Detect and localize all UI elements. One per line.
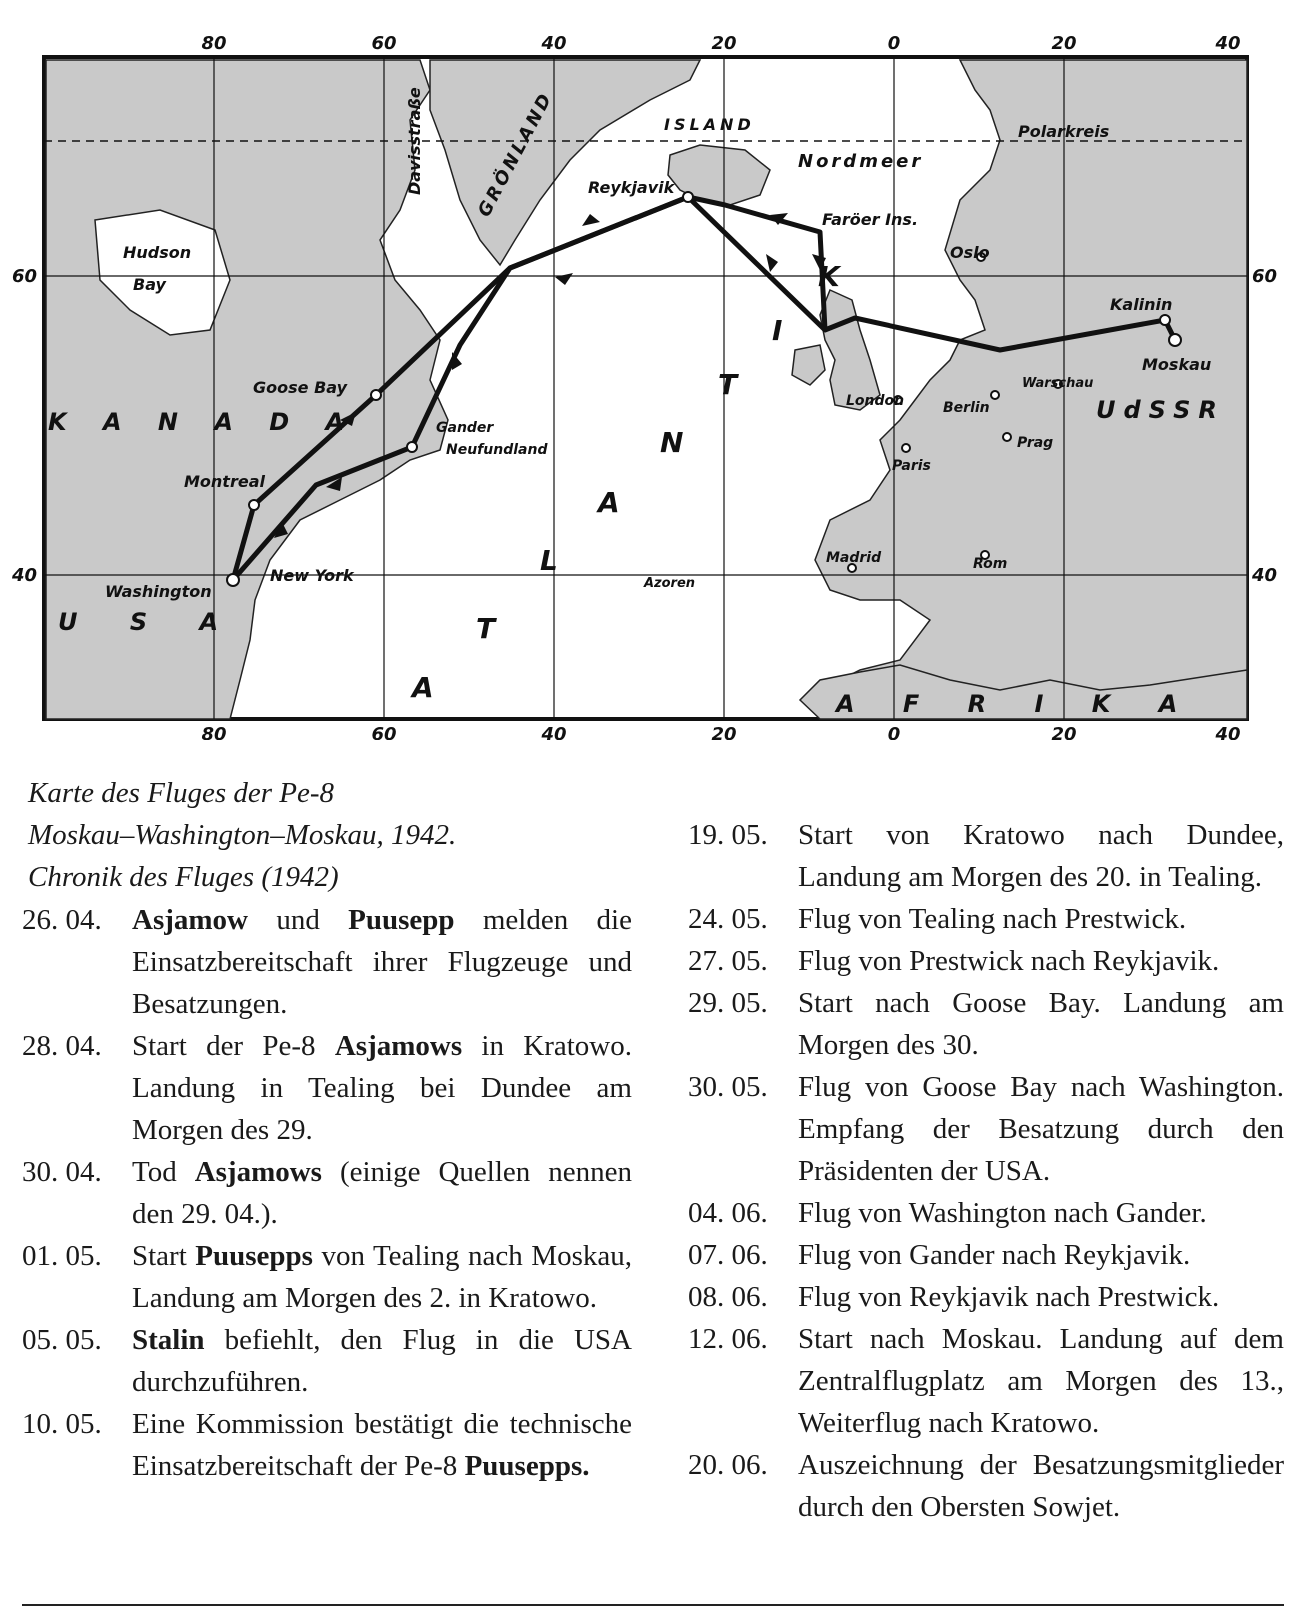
label-london: London: [846, 393, 905, 409]
label-groenland: GRÖNLAND: [473, 88, 558, 221]
chronicle-left-column: [22, 899, 632, 1487]
chronicle-text: [798, 1444, 1284, 1528]
bottom-rule: [22, 1604, 1284, 1606]
label-atlantik-letter: A: [598, 486, 620, 519]
lon-label-bottom: 40: [541, 724, 567, 740]
chronicle-date: 30. 04.: [22, 1156, 102, 1188]
label-azoren: Azoren: [644, 576, 696, 591]
chronicle-date: 29. 05.: [688, 987, 768, 1019]
lon-label-bottom: 0: [887, 724, 901, 740]
chronicle-entry: [688, 1318, 1284, 1444]
label-davisstrasse: Davisstraße: [405, 87, 424, 195]
caption-line: Chronik des Fluges (1942): [28, 861, 339, 893]
route-map: [0, 0, 1298, 740]
chronicle-entry: [688, 982, 1284, 1066]
chronicle-date: 04. 06.: [688, 1197, 768, 1229]
label-berlin: Berlin: [943, 400, 990, 416]
lat-label-right: 60: [1252, 266, 1278, 287]
chronicle-entry: [22, 1235, 632, 1319]
label-nordmeer: Nordmeer: [798, 151, 924, 172]
chronicle-text-part: Auszeichnung der Besatzungsmitglieder durch den Obersten Sowjet.: [798, 1449, 1284, 1523]
chronicle-name: Asjamows: [334, 1030, 463, 1062]
chronicle-entry: [688, 1066, 1284, 1192]
label-oslo: Oslo: [950, 243, 990, 262]
label-island: ISLAND: [664, 115, 755, 134]
lon-label-top: 40: [1215, 33, 1241, 54]
chronicle-text-part: Eine Kommission bestätigt die technische Einsatzbereitschaft der Pe-8: [132, 1408, 632, 1482]
lon-label-bottom: 20: [711, 724, 737, 740]
chronicle-date: 26. 04.: [22, 904, 102, 936]
label-madrid: Madrid: [826, 550, 882, 566]
lat-label-left: 40: [12, 565, 38, 586]
label-hudson: Hudson: [123, 243, 192, 262]
chronicle-text-part: und: [248, 904, 349, 936]
chronicle-text-part: in Kratowo. Landung in Tealing bei Dundee am Morgen des 29.: [132, 1030, 632, 1146]
label-atlantik-letter: L: [540, 544, 558, 577]
chronicle-text: [132, 899, 632, 1025]
chronicle-date: 05. 05.: [22, 1324, 102, 1356]
chronicle-text: [132, 1151, 632, 1235]
label-rom: Rom: [973, 556, 1008, 572]
label-atlantik-letter: I: [772, 314, 783, 347]
label-atlantik-letter: T: [476, 612, 496, 645]
chronicle-text-part: von Tealing nach Moskau, Landung am Morgen des 2. in Kratowo.: [132, 1240, 632, 1314]
label-faroer: Faröer Ins.: [822, 210, 919, 229]
chronicle-text: [798, 1318, 1284, 1444]
chronicle-entry: [688, 1192, 1284, 1234]
caption-line: Moskau–Washington–Moskau, 1942.: [28, 819, 457, 851]
label-gander: Gander: [436, 420, 494, 436]
chronicle-name: Asjamows: [194, 1156, 322, 1188]
lon-label-bottom: 60: [371, 724, 397, 740]
chronicle-entry: [688, 1234, 1284, 1276]
chronicle-text: [132, 1403, 632, 1487]
chronicle-entry: [22, 1403, 632, 1487]
label-polarkreis: Polarkreis: [1018, 122, 1110, 141]
chronicle-entry: [688, 814, 1284, 898]
chronicle-text: [798, 1192, 1284, 1234]
chronicle-name: Asjamow: [132, 904, 248, 936]
lon-label-bottom: 40: [1215, 724, 1241, 740]
label-kalinin: Kalinin: [1110, 295, 1173, 314]
label-new-york: New York: [270, 566, 354, 585]
chronicle-date: 28. 04.: [22, 1030, 102, 1062]
label-montreal: Montreal: [184, 472, 265, 491]
chronicle-text-part: Start: [132, 1240, 196, 1272]
label-warschau: Warschau: [1022, 376, 1094, 391]
chronicle-text: [132, 1235, 632, 1319]
label-paris: Paris: [892, 458, 931, 474]
chronicle-entry: [688, 1444, 1284, 1528]
label-kanada: K A N A D A: [48, 408, 359, 436]
chronicle-text-part: Flug von Washington nach Gander.: [798, 1197, 1207, 1229]
chronicle-text-part: Start nach Goose Bay. Landung am Morgen des 30.: [798, 987, 1284, 1061]
chronicle-text: [798, 814, 1284, 898]
chronicle-text: [798, 1066, 1284, 1192]
chronicle-text: [798, 1234, 1284, 1276]
lon-label-bottom: 80: [201, 724, 227, 740]
chronicle-text-part: Start von Kratowo nach Dundee, Landung am Morgen des 20. in Tealing.: [798, 819, 1284, 893]
chronicle-entry: [22, 1151, 632, 1235]
chronicle-date: 10. 05.: [22, 1408, 102, 1440]
chronicle-date: 12. 06.: [688, 1323, 768, 1355]
lon-label-top: 0: [887, 33, 901, 54]
chronicle-date: 20. 06.: [688, 1449, 768, 1481]
chronicle-date: 01. 05.: [22, 1240, 102, 1272]
chronicle-text-part: Flug von Prestwick nach Reykjavik.: [798, 945, 1220, 977]
label-washington: Washington: [105, 582, 212, 601]
label-udssr: UdSSR: [1096, 396, 1225, 424]
chronicle-text-part: Tod: [132, 1156, 195, 1188]
chronicle-text-part: Flug von Goose Bay nach Washington. Empfang der Besatzung durch den Präsidenten der USA.: [798, 1071, 1284, 1187]
chronicle-text-part: Flug von Tealing nach Prestwick.: [798, 903, 1187, 935]
chronicle-text: [798, 982, 1284, 1066]
lon-label-top: 40: [541, 33, 567, 54]
chronicle-text-part: befiehlt, den Flug in die USA durchzuführen.: [132, 1324, 632, 1398]
lon-label-top: 80: [201, 33, 227, 54]
chronicle-right-column: [688, 814, 1284, 1528]
lat-label-left: 60: [12, 266, 38, 287]
label-atlantik-letter: K: [818, 260, 840, 293]
chronicle-text: [798, 940, 1284, 982]
map-caption: [28, 772, 648, 898]
chronicle-date: 07. 06.: [688, 1239, 768, 1271]
chronicle-name: Puusepp: [348, 904, 455, 936]
lon-label-top: 20: [1051, 33, 1077, 54]
chronicle-text-part: Start der Pe-8: [132, 1030, 335, 1062]
label-neufundland: Neufundland: [446, 442, 548, 458]
chronicle-entry: [22, 1025, 632, 1151]
chronicle-text-part: Start nach Moskau. Landung auf dem Zentralflugplatz am Morgen des 13., Weiterflug nach Kratowo.: [798, 1323, 1284, 1439]
lon-label-bottom: 20: [1051, 724, 1077, 740]
chronicle-text: [132, 1025, 632, 1151]
chronicle-text: [798, 1276, 1284, 1318]
chronicle-name: Puusepps: [195, 1240, 313, 1272]
label-moskau: Moskau: [1142, 355, 1212, 374]
label-reykjavik: Reykjavik: [588, 178, 675, 197]
chronicle-entry: [688, 940, 1284, 982]
label-afrika: A F R I K A: [836, 690, 1198, 718]
lat-label-right: 40: [1252, 565, 1278, 586]
chronicle-text: [132, 1319, 632, 1403]
label-prag: Prag: [1017, 435, 1054, 451]
label-atlantik-letter: N: [660, 426, 684, 459]
chronicle-text: [798, 898, 1284, 940]
label-bay: Bay: [133, 275, 166, 294]
chronicle-entry: [22, 899, 632, 1025]
chronicle-name: Stalin: [132, 1324, 205, 1356]
chronicle-entry: [22, 1319, 632, 1403]
chronicle-date: 30. 05.: [688, 1071, 768, 1103]
caption-line: Karte des Fluges der Pe-8: [28, 777, 335, 809]
label-atlantik-letter: A: [412, 671, 434, 704]
chronicle-date: 08. 06.: [688, 1281, 768, 1313]
chronicle-date: 24. 05.: [688, 903, 768, 935]
chronicle-date: 27. 05.: [688, 945, 768, 977]
chronicle-text-part: (einige Quellen nennen den 29. 04.).: [132, 1156, 632, 1230]
chronicle-entry: [688, 898, 1284, 940]
chronicle-text-part: Flug von Gander nach Reykjavik.: [798, 1239, 1191, 1271]
chronicle-date: 19. 05.: [688, 819, 768, 851]
label-goose-bay: Goose Bay: [253, 378, 347, 397]
label-atlantik-letter: T: [718, 368, 738, 401]
chronicle-name: Puusepps.: [464, 1450, 590, 1482]
chronicle-text-part: melden die Einsatzbereitschaft ihrer Flugzeuge und Besatzungen.: [132, 904, 632, 1020]
chronicle-text-part: Flug von Reykjavik nach Prestwick.: [798, 1281, 1220, 1313]
chronicle-entry: [688, 1276, 1284, 1318]
lon-label-top: 20: [711, 33, 737, 54]
label-usa: U S A: [58, 608, 241, 636]
lon-label-top: 60: [371, 33, 397, 54]
